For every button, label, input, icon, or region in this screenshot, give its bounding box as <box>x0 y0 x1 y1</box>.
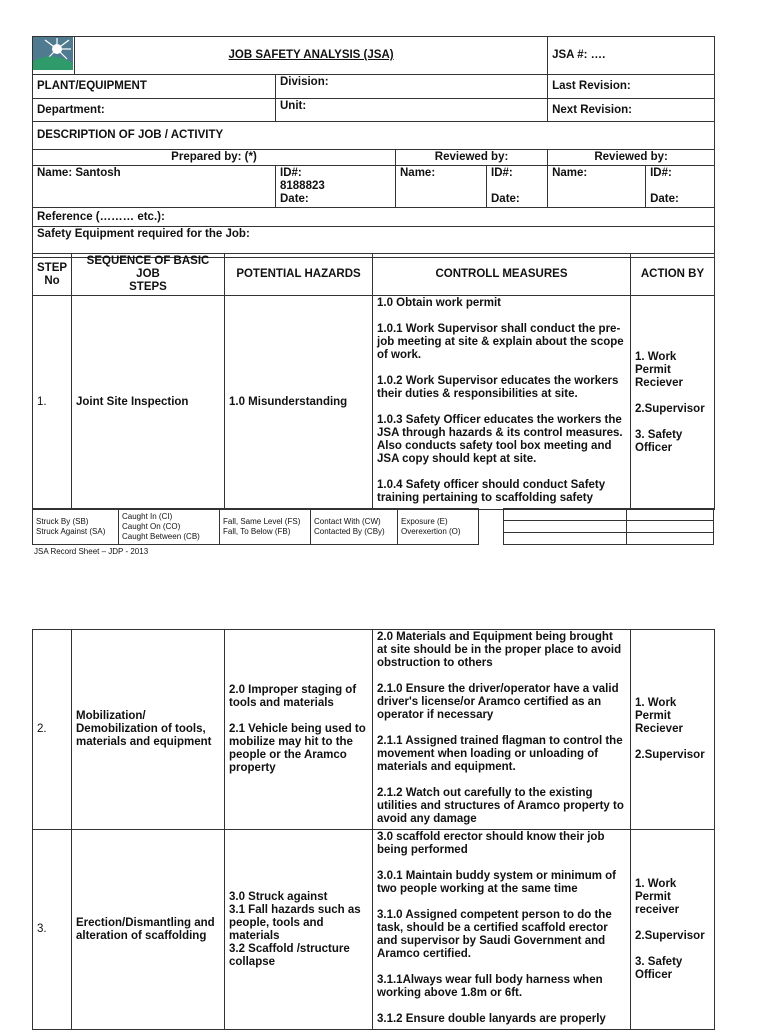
jsa-steps-table <box>32 253 715 510</box>
prepared-id: ID#: 8188823 Date: <box>276 166 396 208</box>
step-action-by: 1. Work Permit Reciever 2.Supervisor 3. Safety Officer <box>631 296 715 510</box>
reviewed-by-label: Reviewed by: <box>396 150 548 166</box>
jsa-header-table <box>32 36 715 258</box>
blank-grid <box>503 508 714 545</box>
legend-struck: Struck By (SB) Struck Against (SA) <box>33 509 119 545</box>
step-controls: 1.0 Obtain work permit 1.0.1 Work Supervisor shall conduct the pre-job meeting at site & explain about the scope of work. 1.0.2 Work Supervisor educates the workers their duties & responsibilities at site. 1.0.3 Safety Officer educates the workers the JSA through hazards & its control measures. Also conducts safety tool box meeting and JSA copy should kept at site. 1.0.4 Safety officer should conduct Safety training pertaining to scaffolding safety <box>373 296 631 510</box>
reviewer2-name: Name: <box>548 166 646 208</box>
jsa-steps-table-continued <box>32 629 715 1030</box>
step-action-by: 1. Work Permit Reciever 2.Supervisor <box>631 630 715 830</box>
column-header-hazards: POTENTIAL HAZARDS <box>225 254 373 296</box>
unit-label: Unit: <box>276 99 548 122</box>
step-action-by: 1. Work Permit receiver 2.Supervisor 3. Safety Officer <box>631 830 715 1030</box>
step-number: 2. <box>33 630 72 830</box>
reference-label: Reference (……… etc.): <box>33 208 715 227</box>
reviewer1-name: Name: <box>396 166 487 208</box>
last-revision-label: Last Revision: <box>548 75 715 99</box>
legend-exposure: Exposure (E) Overexertion (O) <box>398 509 479 545</box>
company-logo <box>33 37 75 75</box>
reviewer2-id: ID#: Date: <box>646 166 715 208</box>
plant-equipment-label: PLANT/EQUIPMENT <box>33 75 276 99</box>
table-row <box>33 296 715 510</box>
step-hazards: 2.0 Improper staging of tools and materials 2.1 Vehicle being used to mobilize may hit to the people or the Aramco property <box>225 630 373 830</box>
reviewer1-id: ID#: Date: <box>487 166 548 208</box>
table-row <box>33 830 715 1030</box>
legend-fall: Fall, Same Level (FS) Fall, To Below (FB) <box>220 509 311 545</box>
column-header-sequence: SEQUENCE OF BASIC JOB STEPS <box>72 254 225 296</box>
legend-contact: Contact With (CW) Contacted By (CBy) <box>311 509 398 545</box>
job-description-label: DESCRIPTION OF JOB / ACTIVITY <box>33 122 715 150</box>
division-label: Division: <box>276 75 548 99</box>
step-number: 3. <box>33 830 72 1030</box>
column-header-action: ACTION BY <box>631 254 715 296</box>
jsa-number: JSA #: …. <box>548 37 715 75</box>
prepared-name: Name: Santosh <box>33 166 276 208</box>
department-label: Department: <box>33 99 276 122</box>
step-sequence: Erection/Dismantling and alteration of scaffolding <box>72 830 225 1030</box>
hazard-legend <box>32 508 479 545</box>
step-sequence: Mobilization/ Demobilization of tools, materials and equipment <box>72 630 225 830</box>
aramco-logo-icon <box>33 37 73 70</box>
step-hazards: 1.0 Misunderstanding <box>225 296 373 510</box>
next-revision-label: Next Revision: <box>548 99 715 122</box>
step-hazards: 3.0 Struck against 3.1 Fall hazards such as people, tools and materials 3.2 Scaffold /structure collapse <box>225 830 373 1030</box>
column-header-step: STEP No <box>33 254 72 296</box>
safety-equipment-label: Safety Equipment required for the Job: <box>33 227 715 258</box>
legend-caught: Caught In (CI) Caught On (CO) Caught Between (CB) <box>119 509 220 545</box>
document-title: JOB SAFETY ANALYSIS (JSA) <box>75 37 548 75</box>
record-sheet-footer: JSA Record Sheet – JDP - 2013 <box>34 547 149 556</box>
step-controls: 2.0 Materials and Equipment being brought at site should be in the proper place to avoid obstruction to others 2.1.0 Ensure the driver/operator have a valid driver's license/or Aramco certified as an operator if necessary 2.1.1 Assigned trained flagman to control the movement when loading or unloading of materials and equipment. 2.1.2 Watch out carefully to the existing utilities and structures of Aramco property to avoid any damage <box>373 630 631 830</box>
reviewed-by-label: Reviewed by: <box>548 150 715 166</box>
prepared-by-label: Prepared by: (*) <box>33 150 396 166</box>
step-number: 1. <box>33 296 72 510</box>
step-sequence: Joint Site Inspection <box>72 296 225 510</box>
table-row <box>33 630 715 830</box>
column-header-controls: CONTROLL MEASURES <box>373 254 631 296</box>
step-controls: 3.0 scaffold erector should know their job being performed 3.0.1 Maintain buddy system or minimum of two people working at the same time 3.1.0 Assigned competent person to do the task, should be a certified scaffold erector and supervisor by Saudi Government and Aramco certified. 3.1.1Always wear full body harness when working above 1.8m or 6ft. 3.1.2 Ensure double lanyards are properly <box>373 830 631 1030</box>
